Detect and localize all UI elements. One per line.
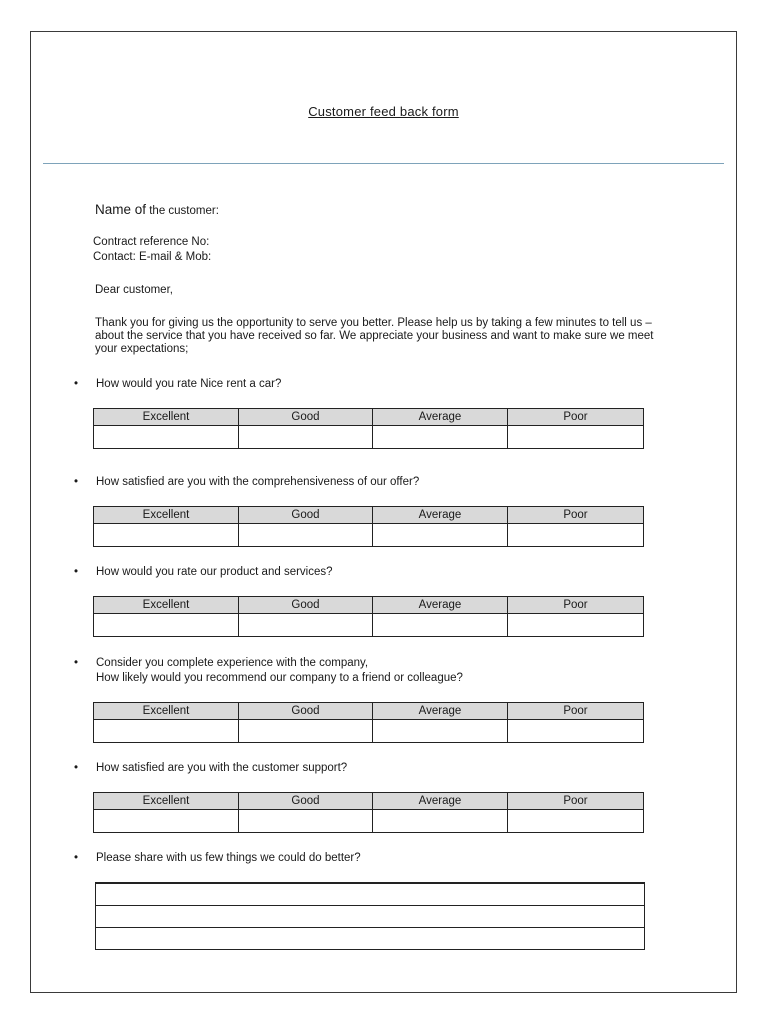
question-text-line-2: How likely would you recommend our company to a friend or colleague? [96,672,463,684]
rating-cell-excellent[interactable] [94,720,239,743]
rating-cell-good[interactable] [239,426,373,449]
rating-cell-average[interactable] [373,810,508,833]
intro-paragraph: Thank you for giving us the opportunity to serve you better. Please help us by taking a few minutes to tell us – about the service that you have received so far. We appreciate your business and want to make sure we meet your expectations; [95,317,654,355]
question-text-line-1: Consider you complete experience with the company, [96,657,369,669]
rating-cell-average[interactable] [373,524,508,547]
rating-header-average: Average [373,597,508,614]
rating-cell-good[interactable] [239,614,373,637]
document-page [30,31,737,993]
rating-cell-excellent[interactable] [94,524,239,547]
rating-header-average: Average [373,793,508,810]
improvement-answer-table [95,882,645,950]
rating-table-1 [93,408,644,449]
form-title: Customer feed back form [308,104,459,119]
rating-cell-good[interactable] [239,524,373,547]
rating-header-poor: Poor [508,507,644,524]
question-text: How satisfied are you with the customer support? [96,762,348,774]
customer-name-label [95,203,219,218]
rating-header-good: Good [239,597,373,614]
rating-header-good: Good [239,703,373,720]
bullet-icon: • [74,762,79,774]
rating-cell-poor[interactable] [508,810,644,833]
rating-header-average: Average [373,703,508,720]
rating-header-poor: Poor [508,703,644,720]
contact-label: Contact: E-mail & Mob: [93,251,212,263]
bullet-icon: • [74,476,79,488]
rating-cell-average[interactable] [373,720,508,743]
greeting: Dear customer, [95,284,173,296]
rating-header-good: Good [239,507,373,524]
rating-header-average: Average [373,507,508,524]
rating-table-4 [93,702,644,743]
rating-header-excellent: Excellent [94,703,239,720]
answer-line-2[interactable] [96,906,645,928]
answer-line-1[interactable] [96,883,645,906]
name-prefix: Name of [95,202,147,217]
rating-header-excellent: Excellent [94,793,239,810]
rating-header-poor: Poor [508,409,644,426]
rating-header-poor: Poor [508,597,644,614]
rating-header-excellent: Excellent [94,597,239,614]
rating-cell-poor[interactable] [508,720,644,743]
name-suffix: the customer: [146,205,219,217]
rating-cell-excellent[interactable] [94,426,239,449]
rating-cell-average[interactable] [373,614,508,637]
rating-header-good: Good [239,409,373,426]
rating-header-good: Good [239,793,373,810]
rating-header-poor: Poor [508,793,644,810]
question-text: How satisfied are you with the comprehensiveness of our offer? [96,476,420,488]
bullet-icon: • [74,657,79,669]
rating-table-2 [93,506,644,547]
rating-header-excellent: Excellent [94,409,239,426]
rating-cell-excellent[interactable] [94,810,239,833]
bullet-icon: • [74,852,79,864]
rating-table-5 [93,792,644,833]
rating-cell-excellent[interactable] [94,614,239,637]
answer-line-3[interactable] [96,928,645,950]
rating-cell-average[interactable] [373,426,508,449]
question-text: How would you rate our product and services? [96,566,333,578]
rating-header-excellent: Excellent [94,507,239,524]
rating-cell-poor[interactable] [508,426,644,449]
rating-header-average: Average [373,409,508,426]
rating-cell-poor[interactable] [508,524,644,547]
question-text: Please share with us few things we could do better? [96,852,361,864]
bullet-icon: • [74,378,79,390]
question-text: How would you rate Nice rent a car? [96,378,282,390]
rating-table-3 [93,596,644,637]
header-divider [43,163,724,164]
rating-cell-poor[interactable] [508,614,644,637]
rating-cell-good[interactable] [239,720,373,743]
bullet-icon: • [74,566,79,578]
contract-reference-label: Contract reference No: [93,236,210,248]
rating-cell-good[interactable] [239,810,373,833]
